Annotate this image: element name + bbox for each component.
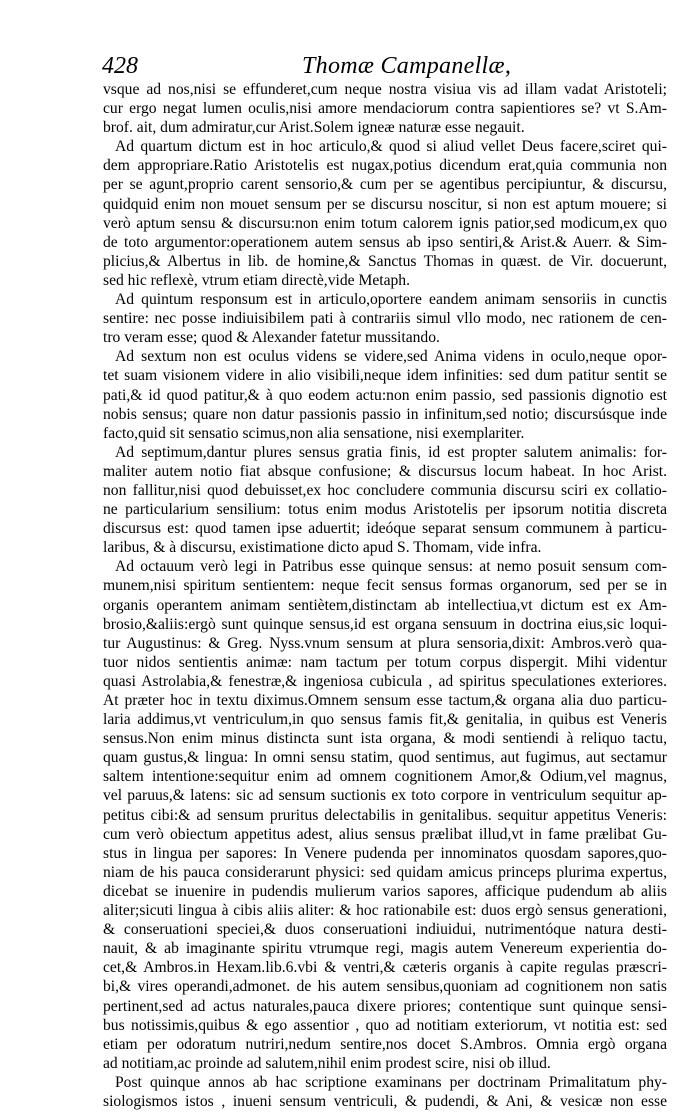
text-line: stus in lingua per sapores: In Venere pudenda per innominatos quosdam sapores,quo- bbox=[103, 844, 667, 862]
text-line: laribus, & à discursu, existimatione dicto apud S. Thomam, vide infra. bbox=[103, 539, 542, 557]
text-line: bi,& vires operandi,admonet. de his autem sensibus,quoniam ad cognitionem non satis bbox=[103, 978, 667, 996]
text-line: sensus.Non enim minus distincta sunt ista organa, & modi sentiendi à reliquo tactu, bbox=[103, 730, 667, 748]
page-header bbox=[102, 52, 662, 80]
text-line: munem,nisi spiritum sentientem: neque fecit sensus formas organorum, sed per se in bbox=[103, 577, 667, 595]
text-line: vsque ad nos,nisi se effunderet,cum neque nostra visiua vis ad illam vadat Aristoteli; bbox=[103, 81, 667, 98]
text-line: & conseruationi speciei,& duos conseruationi indiuidui, nutrimentóque natura desti- bbox=[103, 921, 667, 939]
text-line: sed hic reflexè, vtrum etiam directè,vide Metaph. bbox=[103, 271, 410, 289]
text-line: tur Augustinus: & Greg. Nyss.vnum sensum at plura sensoria,dixit: Ambros.verò qua- bbox=[103, 634, 667, 652]
text-line: per se agunt,proprio carent sensorio,& cum per se agentibus percipiuntur, & discursu, bbox=[103, 176, 667, 194]
text-line: pati,& id quod patitur,& à quo eodem actu:non enim passio, sed passionis dignotio est bbox=[103, 386, 667, 404]
text-line: facto,quid sit sensatio scimus,non alia sensatione, nisi exemplariter. bbox=[103, 424, 525, 442]
text-line: plicius,& Albertus in lib. de homine,& Sanctus Thomas in quæst. de Vir. docuerunt, bbox=[103, 252, 667, 270]
text-line: nobis sensus; quare non datur passionis passio in infinitum,sed notio; discursúsque inde bbox=[103, 405, 667, 423]
text-line: tro veram esse; quod & Alexander fatetur mussitando. bbox=[103, 329, 440, 347]
text-line: At præter hoc in textu diximus.Omnem sensum esse tactum,& organa alia duo particu- bbox=[103, 692, 667, 709]
text-line: Ad quartum dictum est in hoc articulo,& quod si aliud vellet Deus facere,sciret qui- bbox=[115, 138, 667, 156]
text-line: siologismos istos , inueni sensum ventriculi, & pudendi, & Ani, & vesicæ non esse bbox=[103, 1092, 667, 1110]
text-line: ad notitiam,ac proinde ad salutem,nihil enim prodest scire, nisi ob illud. bbox=[103, 1054, 551, 1072]
text-line: ne particularium sensilium: totus enim modus Aristotelis per ipsorum notitia discreta bbox=[103, 501, 667, 519]
text-line: aliter;sicuti lingua à cibis aliis aliter: & hoc rationabile est: duos ergò sensus generationi, bbox=[103, 902, 667, 920]
text-line: brof. ait, dum admiratur,cur Arist.Solem igneæ naturæ esse negauit. bbox=[103, 119, 525, 137]
text-line: cum verò obiectum appetitus adest, alius sensus prælibat illud,vt in fame prælibat Gu- bbox=[103, 825, 667, 843]
text-line: quidquid enim non mouet sensum per se discursu noscitur, si non est aptum mouere; si bbox=[103, 195, 667, 213]
text-line: organis operantem animam sentiètem,distinctam ab intellectiua,vt dictum est ex Am- bbox=[103, 596, 667, 614]
body-text bbox=[103, 80, 667, 1111]
text-line: niam de his pauca considerarunt physici: sed quidam amicus princeps plurima expertus, bbox=[103, 863, 667, 881]
text-line: brosio,&aliis:ergò sunt quinque sensus,id est organa sensuum in doctrina eius,sic loqui- bbox=[103, 615, 667, 633]
text-line: petitus cibi:& ad sensum pruritus delectabilis in genitalibus. sequitur appetitus Veneris: bbox=[103, 806, 667, 824]
text-line: saltem intentione:sequitur enim ad omnem cognitionem Amor,& Odium,vel magnus, bbox=[103, 768, 667, 786]
text-line: discursus est: quod tamen ipse aduertit; ideóque separat sensum communem à particu- bbox=[103, 520, 667, 538]
text-line: bus notissimis,quibus & ego assentior , quo ad notitiam exteriorum, vt notitia est: sed bbox=[103, 1016, 667, 1034]
text-line: tuor nidos sentientis animæ: nam tactum per totum corpus dispergit. Mihi videntur bbox=[103, 653, 667, 671]
text-line: laria addimus,vt ventriculum,in quo sensus famis fit,& genitalia, in quibus est Veneris bbox=[103, 711, 667, 729]
text-line: etiam per odoratum nutriri,nedum sentire,nos docet S.Ambros. Omnia ergò organa bbox=[103, 1035, 667, 1053]
running-title: Thomæ Campanellæ, bbox=[302, 53, 512, 79]
text-line: cet,& Ambros.in Hexam.lib.6.vbi & ventri,& cæteris organis à capite regulas præscri- bbox=[103, 959, 667, 977]
text-line: dicebat se inuenire in pudendis mulierum varios sapores, afficique pudendum ab aliis bbox=[103, 882, 667, 900]
text-line: maliter autem notio fiat absque confusione; & discursus locum habeat. In hoc Arist. bbox=[103, 462, 667, 480]
text-line: quasi Astrolabia,& fenestræ,& ingeniosa cubicula , ad spiritus speculationes exteriores. bbox=[103, 672, 667, 690]
text-line: verò aptum sensu & discursu:non enim totum calorem ignis patior,sed modicum,ex quo bbox=[103, 214, 667, 232]
text-line: dem appropriare.Ratio Aristotelis est nugax,potius dicendum erat,quia communia non bbox=[103, 157, 667, 175]
text-line: Ad octauum verò legi in Patribus esse quinque sensus: at nemo posuit sensum com- bbox=[115, 558, 667, 576]
text-line: sentire: nec posse indiuisibilem pati à contrariis simul vllo modo, nec rationem de cen- bbox=[103, 310, 667, 328]
text-line: non fallitur,nisi quod debuisset,ex hoc concludere communia discursu sciri ex collatio- bbox=[103, 481, 667, 499]
text-line: quam gustus,& lingua: In omni sensu statim, quod sentimus, aut fugimus, aut sectamur bbox=[103, 749, 667, 767]
text-line: Ad sextum non est oculus videns se videre,sed Anima videns in oculo,neque opor- bbox=[115, 348, 667, 366]
text-line: Ad quintum responsum est in articulo,oportere eandem animam sensoriis in cunctis bbox=[115, 291, 667, 309]
text-line: de toto argumentor:operationem autem sensus ab ipso sentiri,& Arist.& Auerr. & Sim- bbox=[103, 233, 667, 251]
text-line: nauit, & ab imaginante spiritu vtrumque regi, magis autem Venereum experientia do- bbox=[103, 940, 667, 958]
text-line: cur ergo negat lumen oculis,nisi amore mendaciorum contra sapientiores se? vt S.Am- bbox=[103, 100, 667, 118]
text-line: pertinent,sed ad actus naturales,pauca dixere priores; contentique sunt quinque sensi- bbox=[103, 997, 667, 1015]
page-number: 428 bbox=[102, 53, 138, 79]
text-line: Post quinque annos ab hac scriptione examinans per doctrinam Primalitatum phy- bbox=[115, 1073, 667, 1091]
text-line: Ad septimum,dantur plures sensus gratia finis, id est propter salutem animalis: for- bbox=[115, 443, 667, 461]
text-line: tet suam visionem videre in alio visibili,neque idem infinities: sed dum patitur sentit se bbox=[103, 367, 667, 385]
text-line: vel paruus,& latens: sic ad sensum suctionis ex toto corpore in ventriculum sequitur ap- bbox=[103, 787, 667, 805]
